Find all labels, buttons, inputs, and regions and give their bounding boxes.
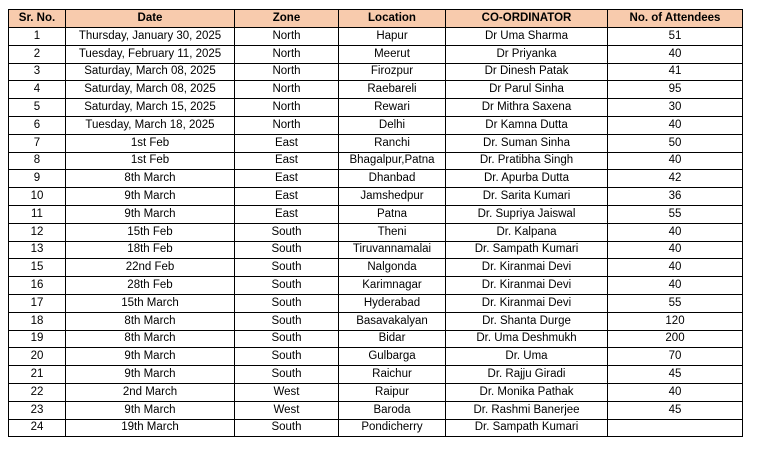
cell-attendees: 36 [608,188,743,206]
cell-date: 9th March [66,366,235,384]
cell-date: 15th March [66,294,235,312]
cell-coordinator: Dr. Apurba Dutta [446,170,608,188]
cell-attendees: 45 [608,366,743,384]
cell-date: 9th March [66,401,235,419]
table-row [9,63,743,81]
cell-date: Thursday, January 30, 2025 [66,28,235,46]
cell-zone: East [235,188,339,206]
cell-date: 8th March [66,330,235,348]
cell-sr-no: 3 [9,63,66,81]
cell-coordinator: Dr. Monika Pathak [446,383,608,401]
cell-coordinator: Dr Uma Sharma [446,28,608,46]
cell-attendees: 40 [608,241,743,259]
table-row [9,366,743,384]
table-header [9,10,743,28]
cell-date: 28th Feb [66,277,235,295]
table-row [9,28,743,46]
cell-date: 9th March [66,188,235,206]
cell-zone: South [235,419,339,437]
cell-date: 8th March [66,312,235,330]
cell-date: Tuesday, February 11, 2025 [66,45,235,63]
cell-coordinator: Dr. Kalpana [446,223,608,241]
cell-sr-no: 24 [9,419,66,437]
cell-attendees: 42 [608,170,743,188]
cell-sr-no: 21 [9,366,66,384]
cell-coordinator: Dr. Shanta Durge [446,312,608,330]
cell-coordinator: Dr. Rajju Giradi [446,366,608,384]
cell-location: Hapur [339,28,446,46]
cell-attendees: 55 [608,294,743,312]
cell-zone: East [235,170,339,188]
cell-location: Nalgonda [339,259,446,277]
cell-coordinator: Dr Dinesh Patak [446,63,608,81]
cell-attendees: 120 [608,312,743,330]
table-row [9,330,743,348]
cell-date: 9th March [66,205,235,223]
cell-zone: West [235,383,339,401]
cell-attendees: 70 [608,348,743,366]
cell-date: 1st Feb [66,152,235,170]
cell-location: Ranchi [339,134,446,152]
table-row [9,277,743,295]
cell-attendees: 41 [608,63,743,81]
cell-sr-no: 2 [9,45,66,63]
cell-attendees: 55 [608,205,743,223]
cell-location: Dhanbad [339,170,446,188]
cell-zone: North [235,99,339,117]
cell-attendees: 50 [608,134,743,152]
cell-attendees: 45 [608,401,743,419]
cell-attendees: 40 [608,116,743,134]
header-zone: Zone [235,10,339,28]
attendance-table [8,9,743,437]
cell-date: 2nd March [66,383,235,401]
cell-date: 1st Feb [66,134,235,152]
header-row [9,10,743,28]
cell-zone: South [235,277,339,295]
table-row [9,401,743,419]
table-row [9,294,743,312]
cell-sr-no: 16 [9,277,66,295]
cell-attendees: 40 [608,223,743,241]
header-coordinator: CO-ORDINATOR [446,10,608,28]
table-row [9,116,743,134]
table-row [9,134,743,152]
cell-attendees: 51 [608,28,743,46]
table-row [9,99,743,117]
cell-sr-no: 12 [9,223,66,241]
cell-attendees: 30 [608,99,743,117]
cell-coordinator: Dr Mithra Saxena [446,99,608,117]
table-row [9,241,743,259]
cell-date: 15th Feb [66,223,235,241]
table-row [9,205,743,223]
cell-sr-no: 20 [9,348,66,366]
cell-sr-no: 10 [9,188,66,206]
table-row [9,81,743,99]
cell-sr-no: 22 [9,383,66,401]
cell-sr-no: 8 [9,152,66,170]
cell-date: 9th March [66,348,235,366]
cell-coordinator: Dr. Rashmi Banerjee [446,401,608,419]
cell-location: Bidar [339,330,446,348]
cell-zone: South [235,330,339,348]
cell-zone: South [235,294,339,312]
cell-date: Saturday, March 08, 2025 [66,63,235,81]
table-row [9,45,743,63]
cell-sr-no: 4 [9,81,66,99]
table-body [9,28,743,437]
cell-attendees: 95 [608,81,743,99]
cell-coordinator: Dr. Supriya Jaiswal [446,205,608,223]
cell-zone: North [235,63,339,81]
cell-location: Karimnagar [339,277,446,295]
cell-coordinator: Dr. Uma [446,348,608,366]
table-row [9,259,743,277]
cell-location: Raebareli [339,81,446,99]
cell-zone: North [235,116,339,134]
cell-attendees: 40 [608,152,743,170]
table-row [9,312,743,330]
cell-zone: West [235,401,339,419]
table-row [9,152,743,170]
cell-zone: South [235,259,339,277]
header-sr-no: Sr. No. [9,10,66,28]
cell-coordinator: Dr. Suman Sinha [446,134,608,152]
cell-date: Tuesday, March 18, 2025 [66,116,235,134]
cell-coordinator: Dr. Sarita Kumari [446,188,608,206]
cell-location: Pondicherry [339,419,446,437]
cell-sr-no: 23 [9,401,66,419]
table-row [9,348,743,366]
cell-location: Theni [339,223,446,241]
cell-date: Saturday, March 08, 2025 [66,81,235,99]
cell-location: Rewari [339,99,446,117]
cell-location: Firozpur [339,63,446,81]
cell-coordinator: Dr. Pratibha Singh [446,152,608,170]
cell-zone: South [235,366,339,384]
cell-location: Baroda [339,401,446,419]
cell-zone: East [235,134,339,152]
cell-location: Hyderabad [339,294,446,312]
cell-location: Meerut [339,45,446,63]
cell-location: Basavakalyan [339,312,446,330]
header-date: Date [66,10,235,28]
cell-coordinator: Dr. Uma Deshmukh [446,330,608,348]
cell-sr-no: 17 [9,294,66,312]
cell-sr-no: 19 [9,330,66,348]
cell-zone: South [235,241,339,259]
cell-location: Delhi [339,116,446,134]
cell-zone: South [235,348,339,366]
cell-sr-no: 9 [9,170,66,188]
cell-sr-no: 6 [9,116,66,134]
cell-date: 19th March [66,419,235,437]
cell-sr-no: 1 [9,28,66,46]
cell-date: 8th March [66,170,235,188]
cell-attendees [608,419,743,437]
cell-location: Bhagalpur,Patna [339,152,446,170]
cell-coordinator: Dr. Kiranmai Devi [446,259,608,277]
table-row [9,223,743,241]
cell-location: Jamshedpur [339,188,446,206]
cell-zone: South [235,223,339,241]
cell-attendees: 40 [608,45,743,63]
cell-attendees: 200 [608,330,743,348]
cell-location: Raichur [339,366,446,384]
cell-zone: North [235,45,339,63]
cell-attendees: 40 [608,259,743,277]
cell-location: Raipur [339,383,446,401]
cell-date: 22nd Feb [66,259,235,277]
cell-sr-no: 15 [9,259,66,277]
cell-attendees: 40 [608,383,743,401]
cell-date: 18th Feb [66,241,235,259]
cell-coordinator: Dr. Sampath Kumari [446,419,608,437]
cell-coordinator: Dr Kamna Dutta [446,116,608,134]
cell-sr-no: 13 [9,241,66,259]
cell-coordinator: Dr Priyanka [446,45,608,63]
cell-date: Saturday, March 15, 2025 [66,99,235,117]
cell-sr-no: 7 [9,134,66,152]
cell-location: Tiruvannamalai [339,241,446,259]
cell-location: Gulbarga [339,348,446,366]
cell-coordinator: Dr. Sampath Kumari [446,241,608,259]
header-location: Location [339,10,446,28]
cell-coordinator: Dr. Kiranmai Devi [446,294,608,312]
cell-sr-no: 18 [9,312,66,330]
cell-zone: South [235,312,339,330]
table-row [9,170,743,188]
attendance-sheet [8,9,742,437]
table-row [9,419,743,437]
table-row [9,188,743,206]
table-row [9,383,743,401]
cell-zone: East [235,152,339,170]
cell-sr-no: 5 [9,99,66,117]
cell-zone: North [235,81,339,99]
cell-attendees: 40 [608,277,743,295]
cell-coordinator: Dr Parul Sinha [446,81,608,99]
cell-coordinator: Dr. Kiranmai Devi [446,277,608,295]
cell-zone: East [235,205,339,223]
cell-sr-no: 11 [9,205,66,223]
header-attendees: No. of Attendees [608,10,743,28]
cell-zone: North [235,28,339,46]
cell-location: Patna [339,205,446,223]
